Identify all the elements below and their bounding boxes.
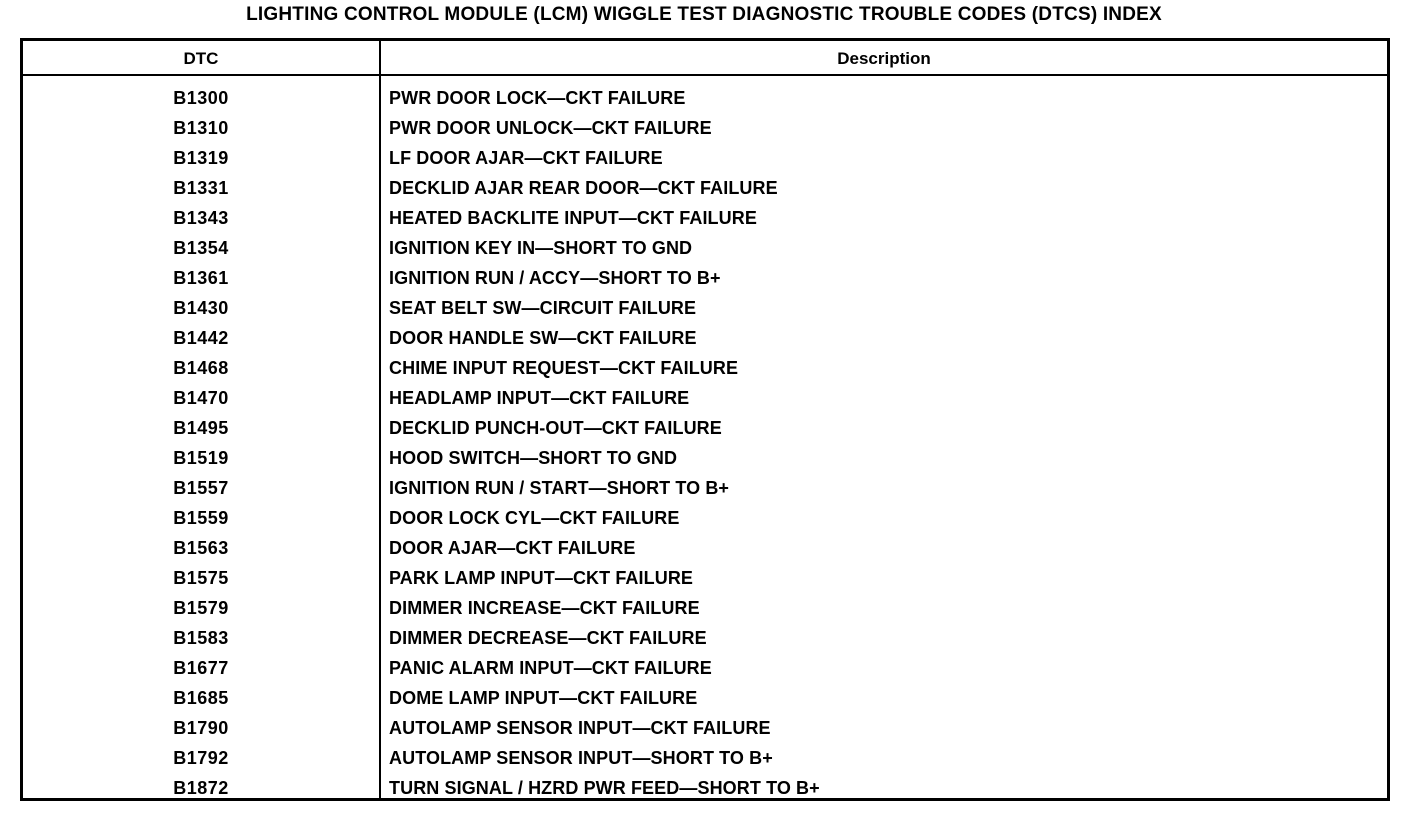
- dtc-description: PWR DOOR LOCK—CKT FAILURE: [389, 88, 686, 108]
- dtc-description: HEATED BACKLITE INPUT—CKT FAILURE: [389, 208, 757, 228]
- table-row: [23, 113, 1387, 143]
- table-row: [23, 623, 1387, 653]
- table-row: [23, 713, 1387, 743]
- table-header-row: [23, 41, 1387, 76]
- table-row: [23, 143, 1387, 173]
- dtc-description: PANIC ALARM INPUT—CKT FAILURE: [389, 658, 712, 678]
- dtc-code: B1563: [173, 538, 229, 558]
- dtc-description: DOOR LOCK CYL—CKT FAILURE: [389, 508, 680, 528]
- dtc-description: IGNITION RUN / START—SHORT TO B+: [389, 478, 730, 498]
- dtc-description: AUTOLAMP SENSOR INPUT—SHORT TO B+: [389, 748, 773, 768]
- dtc-code: B1575: [173, 568, 229, 588]
- table-row: [23, 413, 1387, 443]
- dtc-code: B1557: [173, 478, 229, 498]
- dtc-code: B1519: [173, 448, 229, 468]
- dtc-description: CHIME INPUT REQUEST—CKT FAILURE: [389, 358, 739, 378]
- table-row: [23, 353, 1387, 383]
- table-row: [23, 683, 1387, 713]
- dtc-description: DIMMER INCREASE—CKT FAILURE: [389, 598, 700, 618]
- header-dtc: DTC: [183, 49, 219, 68]
- dtc-code: B1677: [173, 658, 229, 678]
- table-row: [23, 593, 1387, 623]
- dtc-code: B1361: [173, 268, 229, 288]
- dtc-code: B1470: [173, 388, 229, 408]
- dtc-description: IGNITION KEY IN—SHORT TO GND: [389, 238, 693, 258]
- dtc-index-table: [20, 38, 1390, 801]
- table-row: [23, 743, 1387, 773]
- table-row: [23, 233, 1387, 263]
- dtc-code: B1300: [173, 88, 229, 108]
- dtc-code: B1579: [173, 598, 229, 618]
- dtc-description: PWR DOOR UNLOCK—CKT FAILURE: [389, 118, 712, 138]
- dtc-description: DOOR HANDLE SW—CKT FAILURE: [389, 328, 697, 348]
- dtc-description: DOME LAMP INPUT—CKT FAILURE: [389, 688, 698, 708]
- dtc-code: B1872: [173, 778, 229, 798]
- table-row: [23, 503, 1387, 533]
- table-row: [23, 293, 1387, 323]
- dtc-description: IGNITION RUN / ACCY—SHORT TO B+: [389, 268, 721, 288]
- dtc-code: B1559: [173, 508, 229, 528]
- dtc-description: TURN SIGNAL / HZRD PWR FEED—SHORT TO B+: [389, 778, 820, 798]
- dtc-code: B1430: [173, 298, 229, 318]
- table-row: [23, 653, 1387, 683]
- page-title: LIGHTING CONTROL MODULE (LCM) WIGGLE TEST DIAGNOSTIC TROUBLE CODES (DTCS) INDEX: [246, 4, 1162, 25]
- dtc-code: B1354: [173, 238, 229, 258]
- table-body: [23, 83, 1387, 803]
- table-row: [23, 473, 1387, 503]
- table-row: [23, 563, 1387, 593]
- dtc-code: B1583: [173, 628, 229, 648]
- dtc-description: PARK LAMP INPUT—CKT FAILURE: [389, 568, 694, 588]
- dtc-description: DIMMER DECREASE—CKT FAILURE: [389, 628, 707, 648]
- dtc-code: B1319: [173, 148, 229, 168]
- dtc-description: HOOD SWITCH—SHORT TO GND: [389, 448, 678, 468]
- dtc-code: B1685: [173, 688, 229, 708]
- table-row: [23, 203, 1387, 233]
- dtc-code: B1790: [173, 718, 229, 738]
- table-row: [23, 443, 1387, 473]
- dtc-description: DECKLID AJAR REAR DOOR—CKT FAILURE: [389, 178, 778, 198]
- table-row: [23, 533, 1387, 563]
- table-row: [23, 173, 1387, 203]
- dtc-code: B1310: [173, 118, 229, 138]
- table-row: [23, 383, 1387, 413]
- table-row: [23, 83, 1387, 113]
- header-description: Description: [837, 49, 931, 68]
- dtc-code: B1331: [173, 178, 229, 198]
- table-row: [23, 773, 1387, 803]
- dtc-description: DECKLID PUNCH-OUT—CKT FAILURE: [389, 418, 722, 438]
- table-row: [23, 323, 1387, 353]
- dtc-code: B1468: [173, 358, 229, 378]
- dtc-description: AUTOLAMP SENSOR INPUT—CKT FAILURE: [389, 718, 771, 738]
- dtc-description: DOOR AJAR—CKT FAILURE: [389, 538, 636, 558]
- table-row: [23, 263, 1387, 293]
- dtc-code: B1495: [173, 418, 229, 438]
- dtc-description: LF DOOR AJAR—CKT FAILURE: [389, 148, 663, 168]
- dtc-code: B1792: [173, 748, 229, 768]
- dtc-code: B1343: [173, 208, 229, 228]
- dtc-code: B1442: [173, 328, 229, 348]
- dtc-description: HEADLAMP INPUT—CKT FAILURE: [389, 388, 690, 408]
- dtc-description: SEAT BELT SW—CIRCUIT FAILURE: [389, 298, 697, 318]
